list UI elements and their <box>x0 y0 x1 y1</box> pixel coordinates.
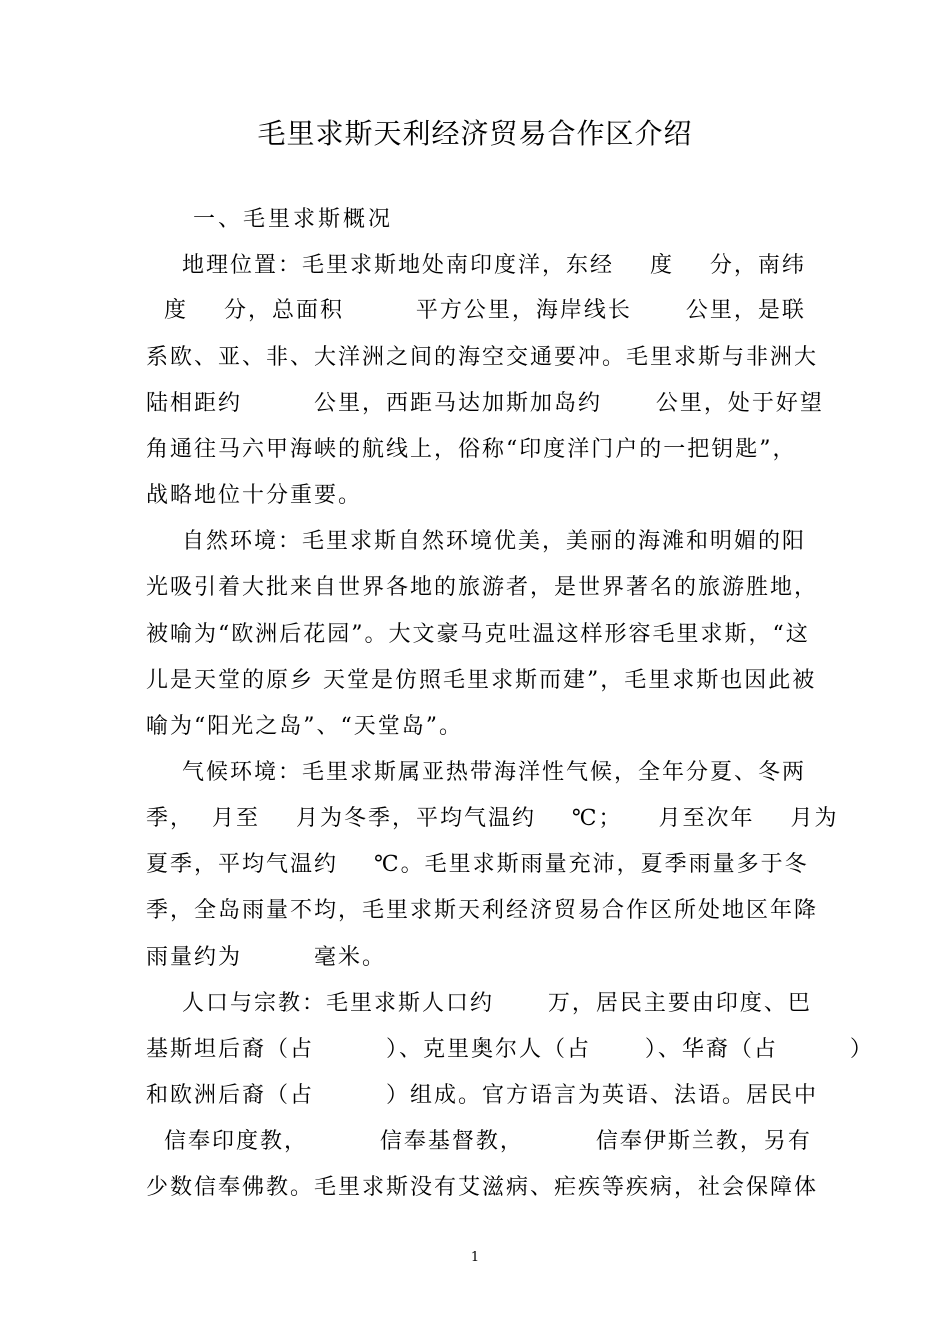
body-line: 地理位置：毛里求斯地处南印度洋，东经 度 分，南纬 <box>146 253 806 278</box>
body-line: 战略地位十分重要。 <box>146 483 363 508</box>
body-line: 陆相距约 公里，西距马达加斯加岛约 公里，处于好望 <box>146 391 824 416</box>
body-line: 季，全岛雨量不均，毛里求斯天利经济贸易合作区所处地区年降 <box>146 898 819 923</box>
body-line: 光吸引着大批来自世界各地的旅游者，是世界著名的旅游胜地， <box>146 575 819 600</box>
section-heading: 一、毛里求斯概况 <box>193 207 394 232</box>
body-line: 信奉印度教， 信奉基督教， 信奉伊斯兰教，另有 <box>146 1129 812 1154</box>
body-line: 基斯坦后裔（占 ）、克里奥尔人（占 ）、华裔（占 ） <box>146 1037 874 1062</box>
body-line: 少数信奉佛教。毛里求斯没有艾滋病、疟疾等疾病，社会保障体 <box>146 1175 819 1200</box>
document-title: 毛里求斯天利经济贸易合作区介绍 <box>257 117 693 150</box>
body-line: 自然环境：毛里求斯自然环境优美，美丽的海滩和明媚的阳 <box>146 529 806 554</box>
body-line: 人口与宗教：毛里求斯人口约 万，居民主要由印度、巴 <box>146 991 812 1016</box>
body-line: 和欧洲后裔（占 ）组成。官方语言为英语、法语。居民中 <box>146 1083 818 1108</box>
body-line: 雨量约为 毫米。 <box>146 945 386 970</box>
body-line: 喻为“阳光之岛”、“天堂岛”。 <box>146 714 463 739</box>
body-line: 系欧、亚、非、大洋洲之间的海空交通要冲。毛里求斯与非洲大 <box>146 345 819 370</box>
body-line: 度 分，总面积 平方公里，海岸线长 公里，是联 <box>146 298 806 323</box>
body-line: 儿是天堂的原乡 天堂是仿照毛里求斯而建”，毛里求斯也因此被 <box>146 668 817 693</box>
body-line: 气候环境：毛里求斯属亚热带海洋性气候，全年分夏、冬两 <box>146 760 806 785</box>
body-line: 被喻为“欧洲后花园”。大文豪马克吐温这样形容毛里求斯，“这 <box>146 622 810 647</box>
page-number: 1 <box>470 1250 480 1265</box>
body-line: 角通往马六甲海峡的航线上，俗称“印度洋门户的一把钥匙”， <box>146 437 797 462</box>
body-line: 季， 月至 月为冬季，平均气温约 ℃； 月至次年 月为 <box>146 806 839 831</box>
body-line: 夏季，平均气温约 ℃。毛里求斯雨量充沛，夏季雨量多于冬 <box>146 852 809 877</box>
